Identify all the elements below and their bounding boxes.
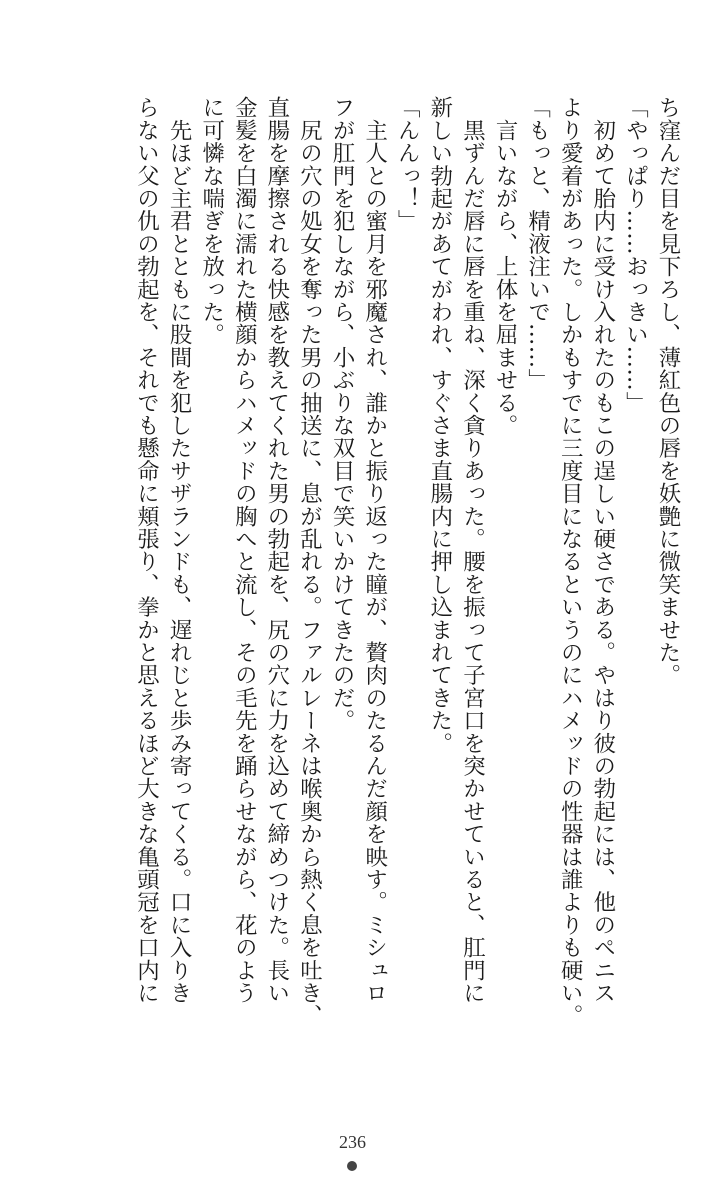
text-line: 先ほど主君とともに股間を犯したサザランドも、遅れじと歩み寄ってくる。口に入りき <box>166 96 193 1004</box>
text-line: に可憐な喘ぎを放った。 <box>198 96 225 346</box>
text-line: ち窪んだ目を見下ろし、薄紅色の唇を妖艶に微笑ませた。 <box>655 96 681 687</box>
text-line: 「やっぱり……おっきい……」 <box>622 96 649 414</box>
text-line: 主人との蜜月を邪魔され、誰かと振り返った瞳が、贅肉のたるんだ顔を映す。ミシュロ <box>361 96 388 1004</box>
text-line: 新しい勃起があてがわれ、すぐさま直腸内に押し込まれてきた。 <box>426 96 453 755</box>
page-number: 236 <box>339 1132 366 1152</box>
text-line: 金髪を白濁に濡れた横顔からハメッドの胸へと流し、その毛先を踊らせながら、花のよう <box>231 96 258 1004</box>
text-line: 「もっと、精液注いで……」 <box>524 96 551 392</box>
text-line: 「んんっ！」 <box>394 96 421 233</box>
text-line: らない父の仇の勃起を、それでも懸命に頬張り、拳かと思えるほど大きな亀頭冠を口内に <box>133 96 160 1004</box>
text-line: より愛着があった。しかもすでに三度目になるというのにハメッドの性器は誰よりも硬い。 <box>557 96 584 1027</box>
text-line: 初めて胎内に受け入れたのもこの逞しい硬さである。やはり彼の勃起には、他のペニス <box>589 96 616 1004</box>
body-text <box>130 96 684 1026</box>
page-dot-ornament <box>347 1161 357 1171</box>
text-line: フが肛門を犯しながら、小ぶりな双目で笑いかけてきたのだ。 <box>329 96 356 732</box>
text-line: 黒ずんだ唇に唇を重ね、深く貪りあった。腰を振って子宮口を突かせていると、肛門に <box>459 96 486 1004</box>
text-line: 直腸を摩擦される快感を教えてくれた男の勃起を、尻の穴に力を込めて締めつけた。長い <box>263 96 290 1004</box>
text-line: 言いながら、上体を屈ませる。 <box>492 96 519 437</box>
text-line: 尻の穴の処女を奪った男の抽送に、息が乱れる。ファルレーネは喉奥から熱く息を吐き、 <box>296 96 323 1027</box>
